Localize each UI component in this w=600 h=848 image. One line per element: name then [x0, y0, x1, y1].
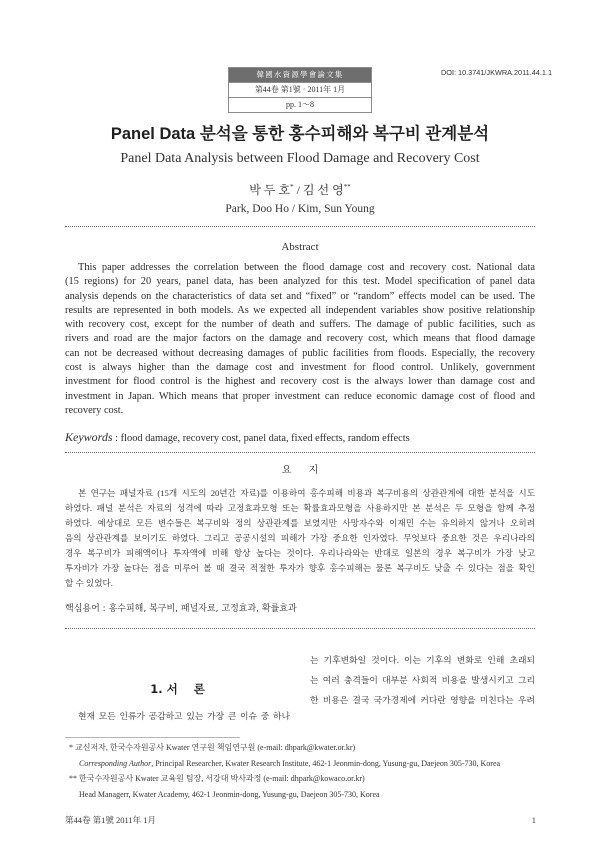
korean-keywords-line	[65, 601, 297, 617]
abstract-line: This paper addresses the correlation between the flood damage cost and recovery cost. National data	[78, 262, 535, 273]
footnote-line	[79, 758, 500, 770]
footnote-line	[69, 773, 365, 785]
section-divider	[65, 226, 535, 227]
body-text-line: 는 여러 충격들이 대부분 사회적 비용을 발생시키고 그리	[310, 675, 535, 685]
author-list-en: Park, Doo Ho / Kim, Sun Young	[225, 203, 375, 215]
abstract-line: results are represented in both models. As we expected all independent variables show positive relationship	[65, 304, 535, 316]
author-list-ko	[0, 181, 600, 199]
intro-section-heading	[65, 680, 290, 698]
abstract-line: recovery cost.	[65, 404, 124, 416]
footnote-mark: **	[69, 774, 77, 783]
body-text-line: 는 기후변화일 것이다. 이는 기후의 변화로 인해 초래되	[310, 655, 535, 665]
keywords-text: flood damage, recovery cost, panel data, fixed effects, random effects	[120, 433, 410, 444]
author-mark: *	[290, 183, 294, 191]
footnote-text: 한국수자원공사 Kwater 교육원 팀장, 서강대 박사과정 (e-mail: dhpark@kowaco.or.kr)	[79, 774, 365, 783]
abstract-line: cost is always higher than the damage cost and investment for flood control. Unlikely, government	[65, 362, 535, 374]
keywords-separator: :	[115, 433, 119, 444]
body-text-line: 한 비용은 결국 국가경제에 커다란 영향을 미친다는 우려	[310, 695, 535, 705]
journal-info-box	[228, 67, 372, 113]
footnote-text: Head Managerr, Kwater Academy, 462-1 Jeonmin-dong, Yusung-gu, Daejeon 305-730, Korea	[79, 790, 380, 799]
abstract-line: investment for flood control is the highest and recovery cost is the always lower than damage cost and	[65, 376, 535, 388]
paper-subtitle: Panel Data Analysis between Flood Damage and Recovery Cost	[120, 151, 480, 166]
korean-abstract-line: 경우 복구비가 피해액이나 투자액에 비해 항상 높다는 것이다. 우리나라와는 반대로 일본의 경우 복구비가 가장 낮고	[65, 548, 535, 558]
journal-issue: 第44卷 第1號 · 2011年 1月	[229, 82, 371, 97]
abstract-line: (15 regions) for 20 years, panel data, has been analyzed for this test. Model specification of panel data	[65, 276, 535, 288]
abstract-line: with recovery cost, except for the number of death and suffers. The damage of public facilities, such as	[65, 319, 535, 331]
footnote-mark: *	[69, 743, 73, 752]
korean-abstract-line: 하였다. 예상대로 모든 변수들은 복구비와 정의 상관관계를 보였지만 사망자수와 이재민 수는 유의하지 않거나 오히려	[65, 518, 535, 528]
author-name: 박 두 호	[249, 183, 291, 197]
journal-pages: pp. 1～8	[229, 97, 371, 112]
korean-keywords-separator: :	[102, 604, 106, 614]
section-number: 1.	[150, 682, 163, 696]
korean-keywords-text: 홍수피해, 복구비, 패널자료, 고정효과, 확률효과	[108, 604, 297, 614]
page-number: 1	[531, 815, 536, 825]
author-name: 김 선 영	[302, 183, 344, 197]
korean-keywords-label: 핵심용어	[65, 604, 100, 614]
abstract-heading: Abstract	[281, 241, 319, 253]
footnote-rule	[65, 737, 240, 738]
section-divider	[65, 628, 535, 629]
author-mark: **	[343, 183, 351, 191]
korean-abstract-line: 하였다. 패널 분석은 자료의 성격에 따라 고정효과모형 또는 확률효과모형을 사용하지만 본 분석은 두 모형을 함께 추정	[65, 503, 535, 513]
author-separator: /	[296, 183, 300, 197]
doi-label: DOI: 10.3741/JKWRA.2011.44.1.1	[441, 68, 553, 77]
abstract-line: rivers and road are the major factors on the damage and recovery cost, which means that flood damage	[65, 333, 535, 345]
keywords-line	[65, 429, 410, 447]
abstract-line: analysis depends on the characteristics of data set and “fixed” or “random” effects model can be used. The	[65, 290, 535, 302]
section-divider	[65, 452, 535, 453]
footnote-text: , Principal Researcher, Kwater Research Institute, 462-1 Jeonmin-dong, Yusung-gu, Daejeon 305-730, Korea	[151, 759, 501, 768]
korean-abstract-heading: 요 지	[281, 465, 319, 476]
body-column-right	[310, 650, 535, 710]
section-title: 서 론	[166, 682, 205, 696]
body-column-left	[65, 706, 290, 726]
journal-name: 韓國水資源學會論文集	[229, 68, 371, 82]
footer-issue: 第44卷 第1號 2011年 1月	[65, 815, 157, 825]
paper-title: Panel Data 분석을 통한 홍수피해와 복구비 관계분석	[110, 125, 490, 143]
korean-abstract-line: 투자비가 가장 높다는 점을 미루어 볼 때 결국 적절한 투자가 향후 홍수피해는 물론 복구비도 낮출 수 있다는 점을 확인	[65, 563, 535, 573]
footnote-line	[79, 789, 380, 801]
korean-abstract-line: 할 수 있었다.	[65, 578, 113, 588]
abstract-line: can not be decreased without decreasing damages of public facilities from floods. Especially, the recovery	[65, 347, 535, 359]
footnote-role: Corresponding Author	[79, 759, 152, 768]
korean-abstract-line: 음의 상관관계를 보이기도 하였다. 그리고 공공시설의 피해가 가장 중요한 인자였다. 무엇보다 중요한 것은 우리나라의	[65, 533, 535, 543]
korean-abstract-paragraph	[65, 486, 535, 591]
body-text-line: 현재 모든 인류가 공감하고 있는 가장 큰 이슈 중 하나	[78, 711, 290, 721]
keywords-label: Keywords	[65, 430, 113, 444]
abstract-paragraph	[65, 261, 535, 418]
abstract-line: investment in Japan. Which means that proper investment can reduce economic damage cost of flood and	[65, 390, 535, 402]
korean-abstract-line: 본 연구는 패널자료 (15개 시도의 20년간 자료)를 이용하여 홍수피해 비용과 복구비용의 상관관계에 대한 분석을 시도	[78, 488, 535, 498]
footnote-line	[69, 742, 355, 754]
footnote-text: 교신저자, 한국수자원공사 Kwater 연구원 책임연구원 (e-mail: dhpark@kwater.or.kr)	[75, 743, 356, 752]
